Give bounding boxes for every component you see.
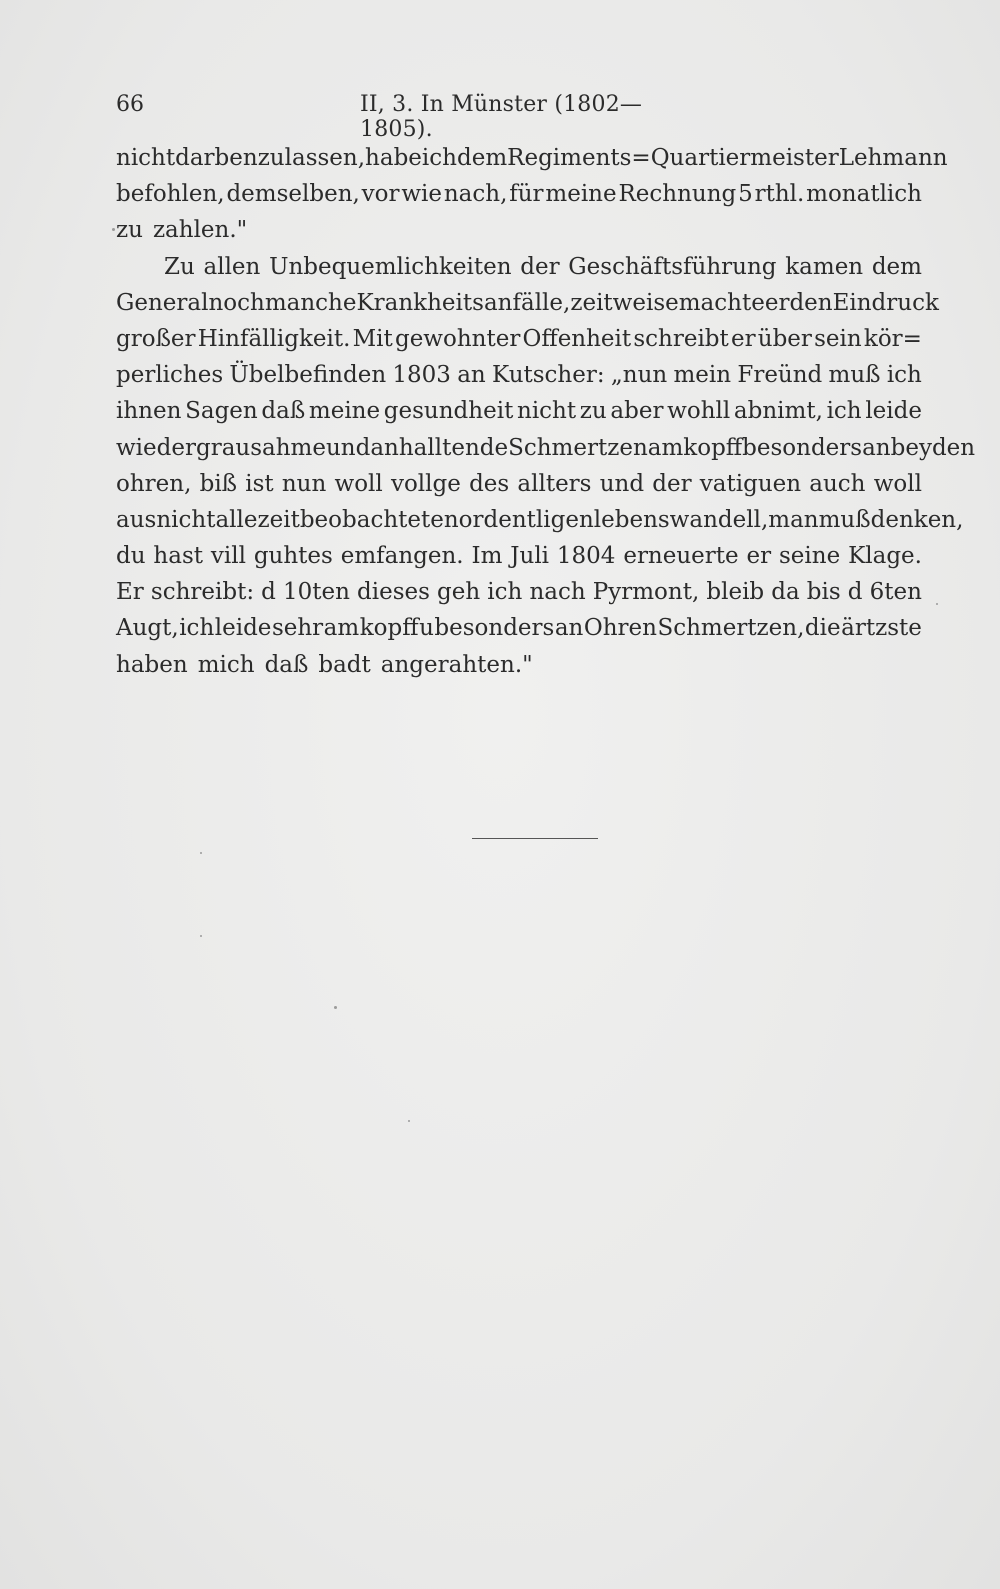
word: muß (818, 506, 871, 533)
text-line (116, 249, 922, 285)
text-line (116, 466, 922, 502)
word: du (116, 543, 146, 570)
word: zu (579, 398, 607, 425)
text-line (116, 538, 922, 574)
text-line (116, 212, 922, 248)
word: dem (456, 145, 508, 171)
word: über (757, 325, 812, 352)
word: guhtes (253, 543, 333, 570)
word: aber (610, 398, 664, 425)
word: Sagen (185, 398, 258, 425)
word: Lehmann (838, 145, 948, 171)
word: die (804, 615, 841, 642)
word: am (647, 434, 684, 461)
word: des (469, 470, 510, 497)
word: Rechnung (618, 181, 737, 208)
text-line (116, 610, 922, 646)
word: beyden (890, 434, 976, 461)
word: haben (116, 651, 188, 678)
word: großer (116, 325, 196, 352)
word: ich (886, 362, 922, 389)
word: ordentligen (458, 506, 594, 533)
word: an (457, 362, 486, 389)
paper-speck (408, 1120, 410, 1122)
word: denken, (870, 506, 964, 533)
word: zeitweise (570, 289, 679, 316)
word: Juli (510, 543, 550, 570)
word: besonders (742, 434, 863, 461)
word: ärtzste (841, 615, 922, 642)
word: u (419, 615, 434, 642)
word: dem (871, 253, 922, 280)
word: beobachteten (299, 506, 459, 533)
word: sehr (271, 615, 324, 642)
word: woll (873, 470, 922, 497)
paper-speck (936, 603, 938, 605)
paper-speck (112, 228, 115, 231)
word: bleib (706, 579, 765, 606)
paper-speck (200, 852, 202, 854)
page-number: 66 (116, 92, 144, 117)
word: muß (828, 362, 881, 389)
word: woll (334, 470, 383, 497)
word: Freünd (737, 362, 823, 389)
word: kopff (359, 615, 419, 642)
word: darben (175, 145, 258, 171)
word: kör= (863, 325, 922, 352)
word: kamen (785, 253, 864, 280)
word: mein (673, 362, 732, 389)
word: manche (264, 289, 357, 316)
word: Im (471, 543, 503, 570)
paper-speck (334, 1006, 337, 1009)
word: wieder (116, 434, 196, 461)
word: er (746, 543, 772, 570)
word: auch (809, 470, 866, 497)
word: meine (545, 181, 617, 208)
word: Er (116, 579, 144, 606)
word: allen (203, 253, 261, 280)
word: Mit (352, 325, 393, 352)
body-text (116, 140, 976, 683)
word: bis (806, 579, 841, 606)
paper-speck (200, 935, 202, 937)
word: Eindruck (832, 289, 939, 316)
word: d (847, 579, 863, 606)
word: alle (215, 506, 258, 533)
word: an (862, 434, 891, 461)
text-line (116, 574, 922, 610)
word: biß (199, 470, 238, 497)
text-line (116, 140, 948, 176)
page-header (116, 92, 676, 142)
word: sein (814, 325, 862, 352)
word: ist (245, 470, 274, 497)
running-head: II, 3. In Münster (1802—1805). (360, 92, 643, 142)
word: an (554, 615, 584, 642)
word: Unbequemlichkeiten (269, 253, 512, 280)
section-end-rule (472, 838, 598, 839)
word: nicht (156, 506, 216, 533)
word: 5 (738, 181, 753, 208)
text-line (116, 357, 922, 393)
word: gesundheit (383, 398, 514, 425)
word: geh (437, 579, 481, 606)
word: Quartiermeister (650, 145, 839, 171)
word: perliches (116, 362, 224, 389)
word: ich (179, 615, 215, 642)
word: er (764, 289, 790, 316)
word: vatiguen (699, 470, 802, 497)
word: Pyrmont, (592, 579, 700, 606)
word: anhalltende (370, 434, 509, 461)
word: aus (116, 506, 157, 533)
word: meine (308, 398, 381, 425)
word: man (768, 506, 819, 533)
word: „nun (610, 362, 668, 389)
word: angerahten." (380, 651, 533, 678)
word: daß (261, 398, 306, 425)
word: wie (401, 181, 443, 208)
word: emfangen. (340, 543, 464, 570)
word: Übelbefinden (229, 362, 387, 389)
word: noch (208, 289, 265, 316)
word: badt (318, 651, 371, 678)
text-line (116, 176, 922, 212)
word: und (325, 434, 371, 461)
word: gewohnter (394, 325, 521, 352)
word: zeit (257, 506, 300, 533)
word: nach, (443, 181, 508, 208)
text-line (116, 430, 976, 466)
word: 1803 (392, 362, 451, 389)
word: wohll (667, 398, 731, 425)
word: Augt, (116, 615, 179, 642)
word: Schmertzen (508, 434, 648, 461)
word: General (116, 289, 209, 316)
word: d (261, 579, 276, 606)
text-line (116, 285, 939, 321)
word: grausahme (195, 434, 326, 461)
word: befohlen, (116, 181, 225, 208)
word: zahlen." (152, 217, 248, 244)
word: ich (487, 579, 523, 606)
word: zu (257, 145, 285, 171)
word: Kutscher: (492, 362, 605, 389)
word: mich (197, 651, 255, 678)
word: 6ten (869, 579, 922, 606)
word: Zu (164, 253, 195, 280)
word: habe (365, 145, 422, 171)
word: seine (779, 543, 841, 570)
word: schreibt: (150, 579, 255, 606)
word: Geschäftsführung (568, 253, 777, 280)
word: kopff (683, 434, 743, 461)
word: nun (281, 470, 327, 497)
text-line (116, 502, 964, 538)
word: ohren, (116, 470, 192, 497)
word: Hinfälligkeit. (197, 325, 351, 352)
word: lassen, (284, 145, 366, 171)
text-line (116, 647, 922, 683)
word: Ohren (583, 615, 657, 642)
word: Offenheit (522, 325, 632, 352)
word: monatlich (806, 181, 922, 208)
word: den (789, 289, 833, 316)
text-line (116, 321, 922, 357)
word: allters (517, 470, 592, 497)
word: nach (529, 579, 586, 606)
word: nicht (116, 145, 176, 171)
word: schreibt (633, 325, 729, 352)
word: nicht (517, 398, 577, 425)
word: ich (826, 398, 862, 425)
word: rthl. (754, 181, 805, 208)
word: hast (153, 543, 203, 570)
word: da (771, 579, 800, 606)
word: machte (678, 289, 765, 316)
word: Klage. (848, 543, 922, 570)
word: Krankheitsanfälle, (356, 289, 571, 316)
word: ihnen (116, 398, 182, 425)
word: leide (865, 398, 922, 425)
word: vor (361, 181, 400, 208)
word: besonders (434, 615, 555, 642)
word: leide (214, 615, 272, 642)
word: und (599, 470, 645, 497)
word: Regiments= (507, 145, 651, 171)
word: 1804 (556, 543, 616, 570)
word: Schmertzen, (657, 615, 805, 642)
word: für (509, 181, 544, 208)
text-line (116, 393, 922, 429)
word: dieses (357, 579, 430, 606)
word: 10ten (283, 579, 350, 606)
word: der (520, 253, 560, 280)
word: vill (210, 543, 246, 570)
word: er (730, 325, 756, 352)
word: demselben, (226, 181, 360, 208)
word: abnimt, (733, 398, 823, 425)
word: ich (421, 145, 457, 171)
word: zu (116, 217, 143, 244)
word: daß (264, 651, 309, 678)
word: erneuerte (623, 543, 739, 570)
word: lebenswandell, (593, 506, 769, 533)
word: der (652, 470, 692, 497)
word: vollge (390, 470, 461, 497)
word: am (323, 615, 360, 642)
